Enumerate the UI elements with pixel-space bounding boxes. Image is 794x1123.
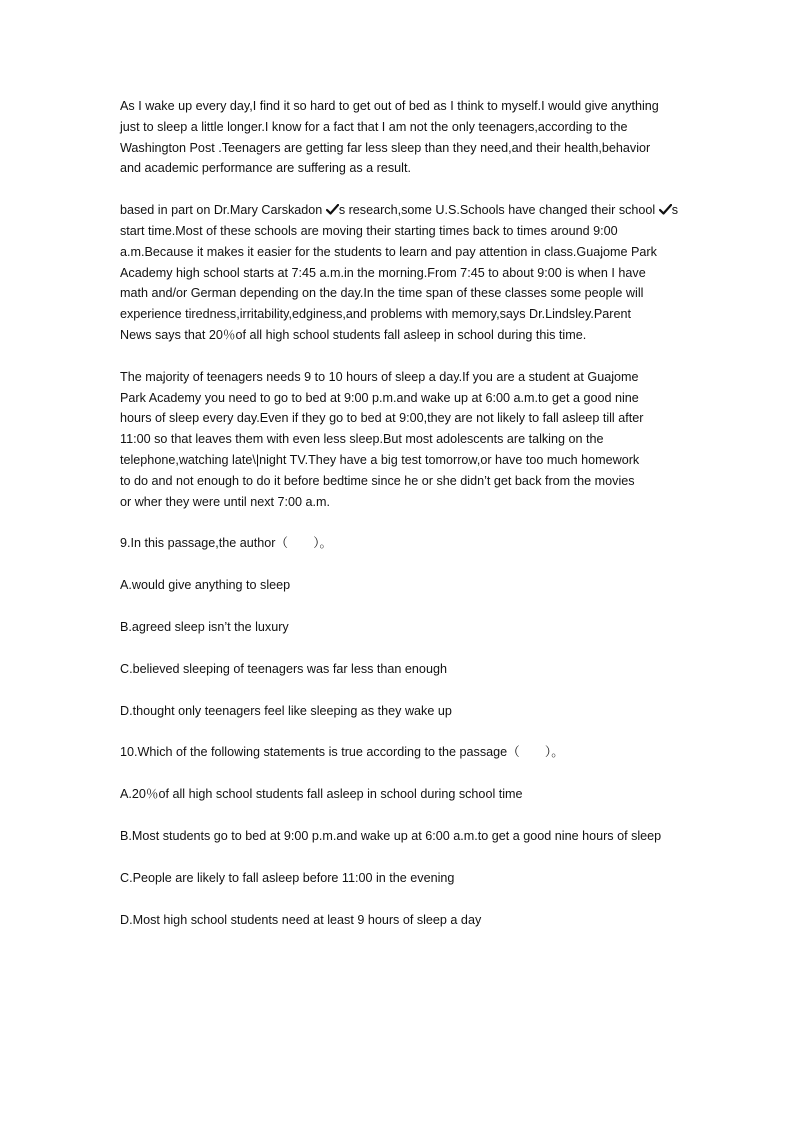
text-line: News says that 20％of all high school students fall asleep in school during this time. (120, 327, 587, 342)
text-line: a.m.Because it makes it easier for the students to learn and pay attention in class.Guajome Park (120, 244, 657, 259)
answer-option: B.agreed sleep isn’t the luxury (120, 619, 289, 634)
answer-option: A.20％of all high school students fall asleep in school during school time (120, 787, 523, 802)
text-line (120, 200, 680, 221)
answer-option: C.People are likely to fall asleep before 11:00 in the evening (120, 870, 455, 885)
question-stem: 10.Which of the following statements is true according to the passage（ ）。 (120, 745, 564, 760)
text-line: Park Academy you need to go to bed at 9:00 p.m.and wake up at 6:00 a.m.to get a good nine (120, 390, 639, 405)
text-line: Washington Post .Teenagers are getting far less sleep than they need,and their health,behavior (120, 140, 651, 155)
check-icon (659, 203, 672, 216)
answer-option: C.believed sleeping of teenagers was far less than enough (120, 661, 447, 676)
text-segment: s (671, 203, 679, 218)
passage-paragraph-3 (120, 367, 680, 513)
passage-paragraph-2 (120, 200, 680, 346)
text-line: and academic performance are suffering as a result. (120, 161, 411, 176)
answer-option: D.Most high school students need at least 9 hours of sleep a day (120, 912, 482, 927)
question-stem: 9.In this passage,the author（ ）。 (120, 536, 333, 551)
answer-option: A.would give anything to sleep (120, 578, 291, 593)
text-line: telephone,watching late\|night TV.They have a big test tomorrow,or have too much homework (120, 452, 640, 467)
text-line: experience tiredness,irritability,edginess,and problems with memory,says Dr.Lindsley.Parent (120, 307, 631, 322)
answer-option: D.thought only teenagers feel like sleeping as they wake up (120, 703, 452, 718)
text-line: start time.Most of these schools are moving their starting times back to times around 9:00 (120, 223, 618, 238)
passage-paragraph-1 (120, 96, 680, 179)
answer-option: B.Most students go to bed at 9:00 p.m.and wake up at 6:00 a.m.to get a good nine hours of sleep (120, 828, 662, 843)
check-icon (326, 203, 339, 216)
text-line: 11:00 so that leaves them with even less sleep.But most adolescents are talking on the (120, 432, 604, 447)
text-line: to do and not enough to do it before bedtime since he or she didn’t get back from the movies (120, 473, 635, 488)
text-line: or wher they were until next 7:00 a.m. (120, 494, 330, 509)
text-line: math and/or German depending on the day.In the time span of these classes some people will (120, 286, 644, 301)
text-line: hours of sleep every day.Even if they go to bed at 9:00,they are not likely to fall asleep till after (120, 411, 644, 426)
text-segment: based in part on Dr.Mary Carskadon (120, 203, 323, 218)
text-line: As I wake up every day,I find it so hard to get out of bed as I think to myself.I would give anything (120, 99, 659, 113)
text-line: The majority of teenagers needs 9 to 10 hours of sleep a day.If you are a student at Guajome (120, 369, 639, 384)
text-segment: s research,some U.S.Schools have changed their school (338, 203, 656, 218)
text-line: just to sleep a little longer.I know for a fact that I am not the only teenagers,according to the (120, 119, 628, 134)
text-line: Academy high school starts at 7:45 a.m.in the morning.From 7:45 to about 9:00 is when I have (120, 265, 646, 280)
document-page (120, 96, 680, 951)
